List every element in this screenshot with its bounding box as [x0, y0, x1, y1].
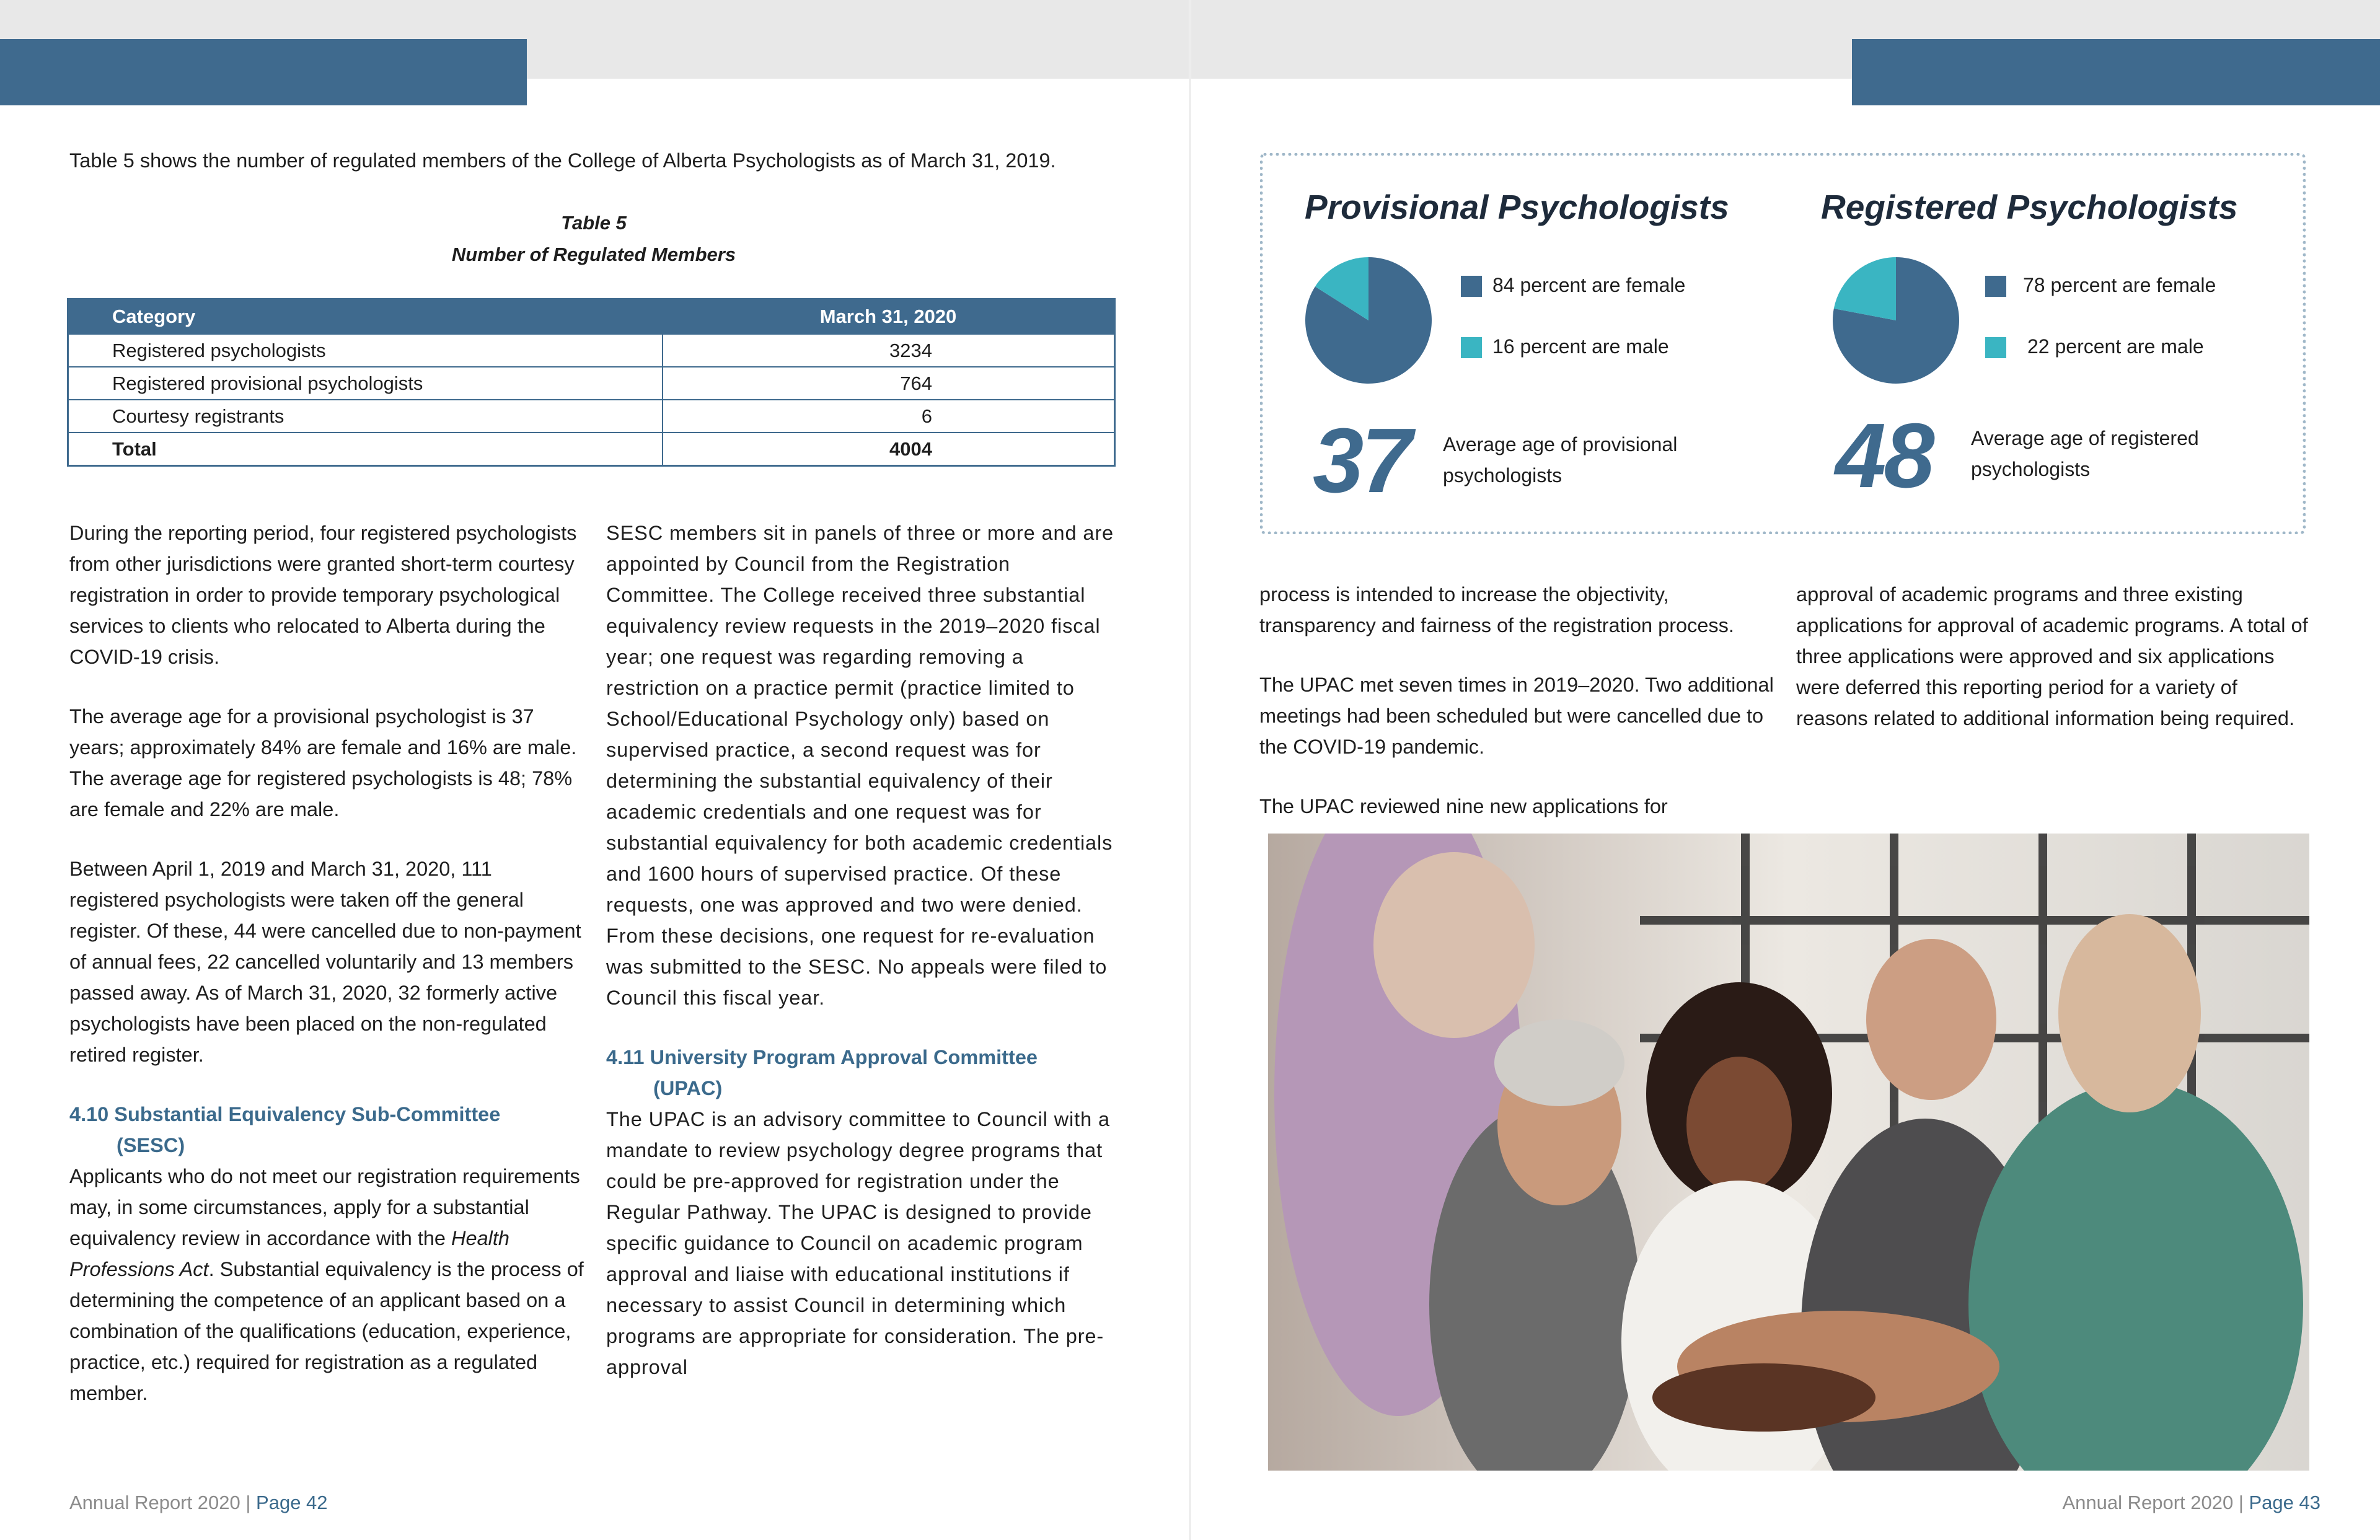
age-caption-line: psychologists	[1443, 464, 1562, 486]
paragraph: Between April 1, 2019 and March 31, 2020, 111 registered psychologists were taken off the general register. Of these, 44 were cancelled due to non-payment of annual fees, 22 cancelled voluntarily and 13 members passed away. As of March 31, 2020, 32 formerly active psychologists have been placed on the non-regulated retired register.	[69, 858, 581, 1066]
legend-female-swatch	[1461, 276, 1482, 297]
legend-male-label: 22 percent are male	[2027, 335, 2204, 358]
left-column-1	[69, 517, 584, 1409]
provisional-pie-chart	[1303, 255, 1434, 385]
table-cell: Registered provisional psychologists	[68, 367, 663, 400]
table-header-date: March 31, 2020	[663, 299, 1115, 335]
legend-male-swatch	[1461, 337, 1482, 358]
age-caption-line: psychologists	[1971, 458, 2091, 480]
table-cell: 764	[663, 367, 1115, 400]
text-run: . Substantial equivalency is the process of determining the competence of an applicant based on a combination of the qualifications (education, experience, practice, etc.) required for registration as a regulated member.	[69, 1258, 584, 1404]
table-caption	[69, 207, 1118, 270]
heading-text: 4.10 Substantial Equivalency Sub-Committee	[69, 1103, 501, 1125]
regulated-members-table	[67, 298, 1116, 467]
heading-text: (UPAC)	[653, 1077, 723, 1099]
demographics-box	[1260, 153, 2306, 534]
act-title: Health Professions Act	[69, 1227, 509, 1280]
legend-female-label: 78 percent are female	[2023, 274, 2216, 296]
paragraph: The UPAC met seven times in 2019–2020. Two additional meetings had been scheduled but were cancelled due to the COVID-19 pandemic.	[1259, 674, 1774, 758]
table-row	[68, 367, 1115, 400]
right-column-2	[1796, 579, 2311, 734]
registered-average-age: 48	[1835, 405, 1933, 507]
table-cell: 6	[663, 400, 1115, 433]
table-total-row	[68, 433, 1115, 466]
provisional-average-age: 37	[1313, 410, 1410, 512]
provisional-age-caption	[1443, 429, 1677, 491]
provisional-title: Provisional Psychologists	[1305, 188, 1729, 226]
table-caption-number: Table 5	[561, 212, 627, 234]
paragraph: SESC members sit in panels of three or more and are appointed by Council from the Registration Committee. The College received three substantial equivalency review requests in the 2019–2020 fiscal year; one request was regarding removing a restriction on a practice permit (practice limited to School/Educational Psychology only) based on supervised practice, a second request was for determining the substantial equivalency of their academic credentials and one request was for substantial equivalency for both academic credentials and 1600 hours of supervised practice. Of these requests, one was approved and two were denied. From these decisions, one request for re-evaluation was submitted to the SESC. No appeals were filed to Council this fiscal year.	[606, 522, 1114, 1009]
paragraph: The average age for a provisional psychologist is 37 years; approximately 84% are female and 16% are male. The average age for registered psychologists is 48; 78% are female and 22% are male.	[69, 705, 577, 821]
legend-male-label: 16 percent are male	[1492, 335, 1669, 358]
age-caption-line: Average age of registered	[1971, 427, 2199, 449]
registered-age-caption	[1971, 423, 2199, 485]
paragraph	[69, 1161, 584, 1409]
section-heading-4-11	[606, 1042, 1121, 1104]
right-footer	[2062, 1492, 2320, 1514]
table-header-row	[68, 299, 1115, 335]
page-number: Page 43	[2249, 1492, 2320, 1513]
table-cell: 3234	[663, 334, 1115, 367]
table-intro-text: Table 5 shows the number of regulated members of the College of Alberta Psychologists as of March 31, 2019.	[69, 149, 1056, 172]
paragraph: The UPAC reviewed nine new applications for	[1259, 795, 1668, 817]
left-column-2	[606, 517, 1121, 1383]
left-header-bar	[0, 39, 527, 105]
legend-female-swatch	[1985, 276, 2006, 297]
heading-text: 4.11 University Program Approval Committee	[606, 1046, 1038, 1068]
heading-text: (SESC)	[117, 1134, 185, 1156]
right-column-1	[1259, 579, 1780, 822]
table-cell: Total	[68, 433, 663, 466]
team-hands-photo	[1268, 834, 2309, 1471]
table-caption-title: Number of Regulated Members	[451, 244, 736, 265]
paragraph: The UPAC is an advisory committee to Council with a mandate to review psychology degree programs that could be pre-approved for registration under the Regular Pathway. The UPAC is designed to provide specific guidance to Council on academic program approval and liaise with educational institutions if necessary to assist Council in determining which programs are appropriate for consideration. The pre-approval	[606, 1108, 1110, 1378]
footer-report-label: Annual Report 2020 |	[2062, 1492, 2249, 1513]
legend-male-swatch	[1985, 337, 2006, 358]
paragraph: approval of academic programs and three existing applications for approval of academic programs. A total of three applications were approved and six applications were deferred this reporting period for a variety of reasons related to additional information being required.	[1796, 583, 2308, 729]
page-gutter	[1189, 0, 1191, 1540]
section-heading-4-10	[69, 1099, 584, 1161]
footer-report-label: Annual Report 2020 |	[69, 1492, 257, 1513]
table-row	[68, 400, 1115, 433]
table-header-category: Category	[68, 299, 663, 335]
table-row	[68, 334, 1115, 367]
paragraph: process is intended to increase the objectivity, transparency and fairness of the registration process.	[1259, 583, 1734, 636]
left-footer	[69, 1492, 328, 1514]
page-number: Page 42	[256, 1492, 328, 1513]
right-header-bar	[1852, 39, 2380, 105]
legend-female-label: 84 percent are female	[1492, 274, 1686, 296]
text-run: Applicants who do not meet our registration requirements may, in some circumstances, apply for a substantial equivalency review in accordance with the	[69, 1165, 580, 1249]
table-cell: Courtesy registrants	[68, 400, 663, 433]
registered-pie-chart	[1831, 255, 1961, 385]
age-caption-line: Average age of provisional	[1443, 433, 1678, 455]
registered-title: Registered Psychologists	[1821, 188, 2238, 226]
table-cell: 4004	[663, 433, 1115, 466]
paragraph: During the reporting period, four registered psychologists from other jurisdictions were granted short-term courtesy registration in order to provide temporary psychological services to clients who relocated to Alberta during the COVID-19 crisis.	[69, 522, 577, 668]
table-cell: Registered psychologists	[68, 334, 663, 367]
